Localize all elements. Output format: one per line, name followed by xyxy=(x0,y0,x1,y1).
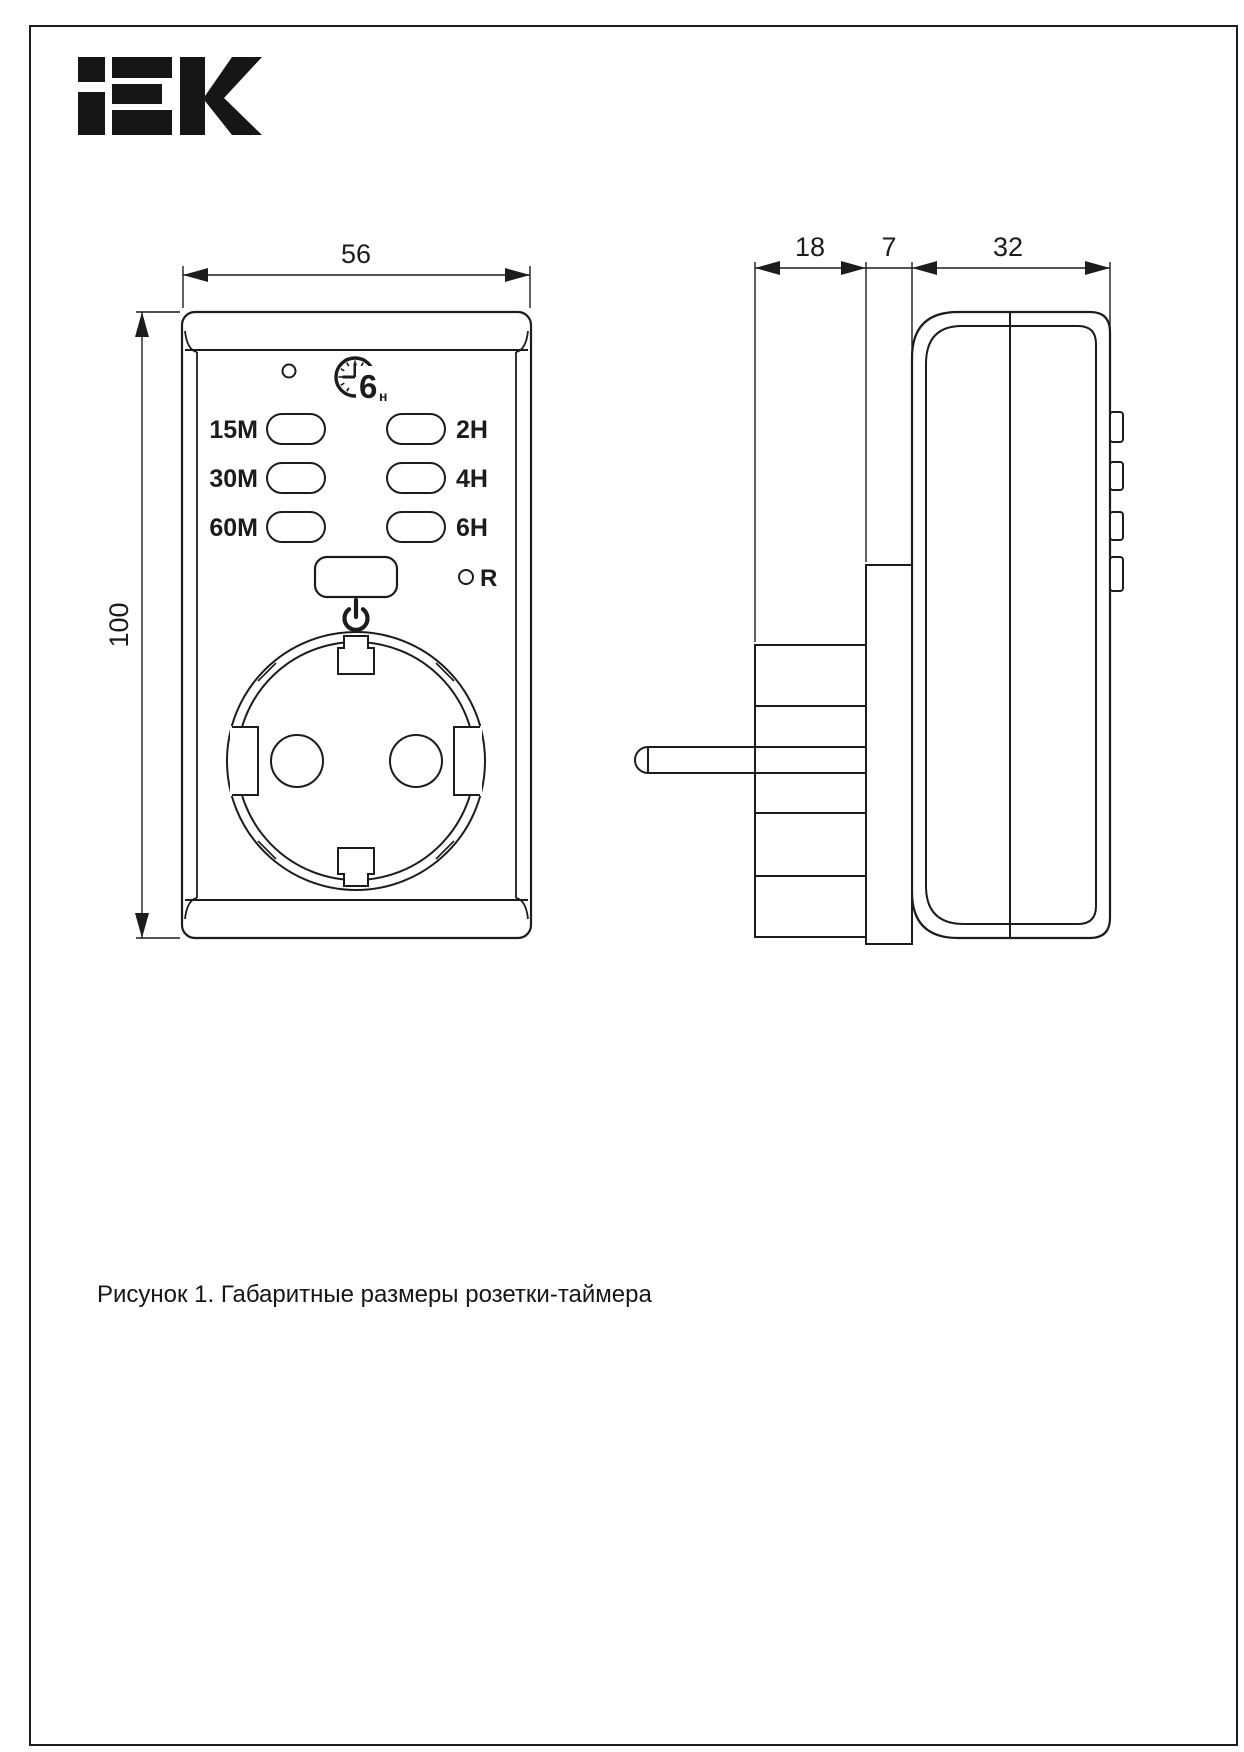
button-4h xyxy=(387,463,445,493)
logo-i-dot xyxy=(78,57,105,82)
side-view xyxy=(635,232,1123,944)
button-60m xyxy=(267,512,325,542)
arrowhead-left xyxy=(183,268,208,282)
socket-recess xyxy=(227,632,485,890)
side-plug-block xyxy=(755,645,866,937)
arrowhead-32-left xyxy=(912,261,937,275)
dim-label-56: 56 xyxy=(340,239,372,269)
arrowhead-right xyxy=(505,268,530,282)
label-15m: 15M xyxy=(209,416,258,444)
dim-width-56 xyxy=(183,239,530,308)
clock-hours-unit: н xyxy=(379,388,388,404)
earth-clip-top xyxy=(338,636,374,674)
button-2h xyxy=(387,414,445,444)
figure-caption: Рисунок 1. Габаритные размеры розетки-таймера xyxy=(97,1281,652,1308)
earth-clip-bottom xyxy=(338,848,374,886)
reset-label: R xyxy=(480,565,498,592)
dim-label-18: 18 xyxy=(794,232,826,262)
arrowhead-18-left xyxy=(755,261,780,275)
dim-height-100 xyxy=(104,312,180,938)
arrowhead-18-right xyxy=(841,261,866,275)
label-60m: 60M xyxy=(209,514,258,542)
side-button-4 xyxy=(1110,557,1123,591)
label-6h: 6H xyxy=(456,514,488,542)
side-earth-pin xyxy=(635,747,755,773)
button-15m xyxy=(267,414,325,444)
logo-e-top-bar xyxy=(112,57,172,78)
arrowhead-down xyxy=(135,913,149,938)
side-collar xyxy=(866,565,912,944)
button-6h xyxy=(387,512,445,542)
logo-k-stem xyxy=(180,57,205,135)
side-button-3 xyxy=(1110,512,1123,540)
power-button xyxy=(315,557,397,597)
label-30m: 30M xyxy=(209,465,258,493)
logo-i-stem xyxy=(78,92,105,135)
iek-logo xyxy=(78,57,262,135)
side-buttons xyxy=(1110,412,1123,591)
dim-label-32: 32 xyxy=(992,232,1024,262)
arrowhead-32-right xyxy=(1085,261,1110,275)
logo-e-mid-bar xyxy=(112,84,162,104)
dim-label-100: 100 xyxy=(104,602,134,648)
clock-hours-label: 6 xyxy=(359,368,378,405)
dim-label-7: 7 xyxy=(881,232,897,262)
front-view xyxy=(104,239,531,938)
arrowhead-up xyxy=(135,312,149,337)
side-button-2 xyxy=(1110,462,1123,490)
logo-k-arms xyxy=(205,57,262,135)
label-4h: 4H xyxy=(456,465,488,493)
side-button-1 xyxy=(1110,412,1123,442)
logo-e-bottom-bar xyxy=(112,110,172,135)
label-2h: 2H xyxy=(456,416,488,444)
button-30m xyxy=(267,463,325,493)
